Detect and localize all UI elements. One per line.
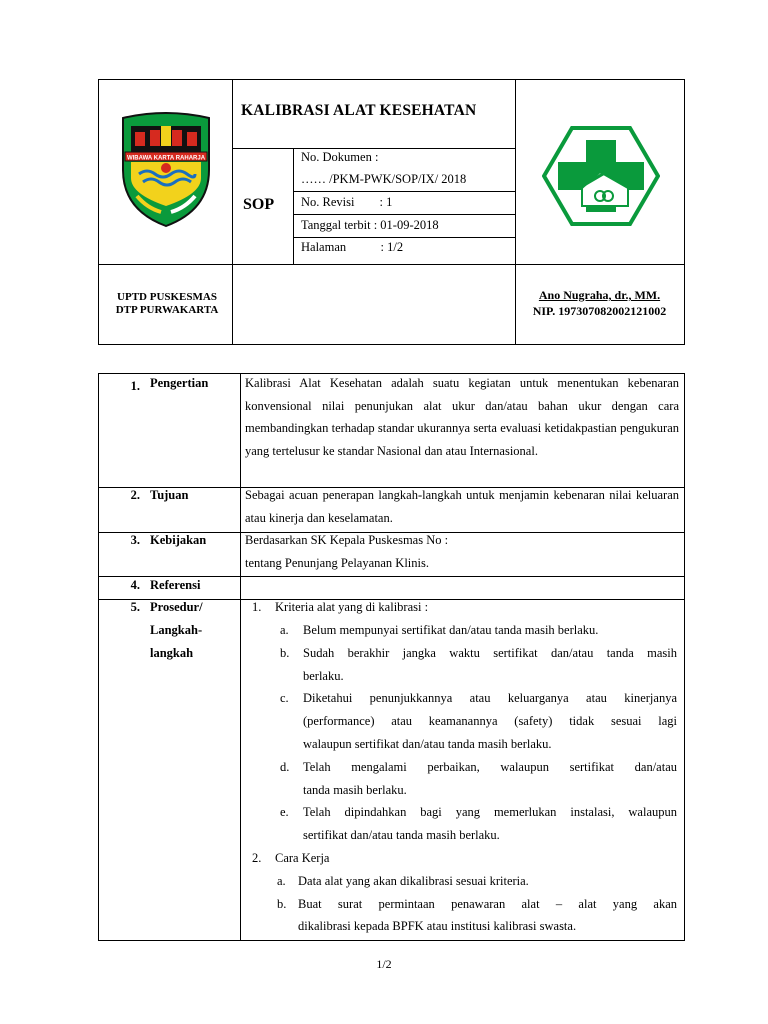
organization-name: UPTD PUSKESMAS DTP PURWAKARTA (115, 291, 219, 316)
header-divider (99, 264, 684, 265)
puskesmas-logo (542, 126, 660, 226)
regency-emblem-logo (117, 112, 215, 230)
item-text: Diketahui penunjukkannya atau keluarganya atau kinerjanya (303, 691, 677, 705)
section-label-prosedur: langkah (150, 646, 194, 660)
issue-date: Tanggal terbit : 01-09-2018 (301, 218, 439, 232)
section-label-tujuan: Tujuan (150, 488, 189, 502)
doc-number-value: …… /PKM-PWK/SOP/IX/ 2018 (301, 172, 467, 186)
header-divider (293, 148, 294, 265)
item-text: (performance) atau keamanannya (safety) tidak sesuai lagi (303, 714, 677, 728)
signer-nip: NIP. 197307082002121002 (532, 304, 667, 318)
step-title: Kriteria alat yang di kalibrasi : (275, 600, 429, 614)
item-text: walaupun sertifikat dan/atau tanda masih berlaku. (303, 737, 552, 751)
section-label-prosedur: Prosedur/ (150, 600, 203, 614)
section-label-referensi: Referensi (150, 578, 201, 592)
page-number: Halaman : 1/2 (301, 240, 404, 254)
item-letter: e. (280, 805, 289, 819)
signer-name: Ano Nugraha, dr., MM. (538, 288, 661, 302)
doc-number-label: No. Dokumen : (301, 150, 379, 164)
revision-number: No. Revisi : 1 (301, 195, 393, 209)
emblem-motto: WIBAWA KARTA RAHARJA (126, 155, 206, 162)
item-text: dikalibrasi kepada BPFK atau institusi kalibrasi swasta. (298, 919, 577, 933)
section-number: 4. (130, 578, 140, 592)
section-text-kebijakan: Berdasarkan SK Kepala Puskesmas No : (245, 533, 449, 547)
section-label-prosedur: Langkah- (150, 623, 203, 637)
item-text: Buat surat permintaan penawaran alat – alat yang akan (298, 897, 677, 911)
sop-content-table (98, 373, 685, 941)
section-number: 3. (130, 533, 140, 547)
section-text-tujuan: Sebagai acuan penerapan langkah-langkah untuk menjamin kebenaran nilai keluaran atau kinerja dan keselamatan. (245, 488, 679, 525)
header-divider (293, 237, 516, 238)
header-divider (515, 80, 516, 345)
header-divider (293, 191, 516, 192)
signer-block (517, 287, 682, 319)
header-divider (232, 80, 233, 345)
section-text-kebijakan: tentang Penunjang Pelayanan Klinis. (245, 556, 429, 570)
item-text: Belum mempunyai sertifikat dan/atau tanda masih berlaku. (303, 623, 599, 637)
section-number: 1. (130, 379, 140, 393)
section-label-pengertian: Pengertian (150, 376, 209, 390)
item-text: Data alat yang akan dikalibrasi sesuai kriteria. (298, 874, 529, 888)
item-text: tanda masih berlaku. (303, 783, 407, 797)
section-number: 2. (130, 488, 140, 502)
section-text-pengertian: Kalibrasi Alat Kesehatan adalah suatu kegiatan untuk menentukan kebenaran konvensional nilai penunjukan alat ukur dan/atau bahan ukur dengan cara membandingkan terhadap standar ukurannya serta evaluasi ketidakpastian pengukuran yang tertelusur ke standar Nasional dan atau Internasional. (245, 376, 679, 458)
item-text: sertifikat dan/atau tanda masih berlaku. (303, 828, 500, 842)
page-footer: 1/2 (376, 957, 392, 971)
item-text: Telah dipindahkan bagi yang memerlukan instalasi, walaupun (303, 805, 677, 819)
step-title: Cara Kerja (275, 851, 330, 865)
item-letter: b. (280, 646, 290, 660)
item-letter: a. (280, 623, 289, 637)
item-text: berlaku. (303, 669, 344, 683)
step-number: 1. (252, 600, 262, 614)
item-letter: a. (277, 874, 286, 888)
step-number: 2. (252, 851, 262, 865)
header-divider (232, 148, 516, 149)
section-label-kebijakan: Kebijakan (150, 533, 207, 547)
item-text: Sudah berakhir jangka waktu sertifikat dan/atau tanda masih (303, 646, 677, 660)
item-letter: c. (280, 691, 289, 705)
item-letter: d. (280, 760, 290, 774)
table-column-divider (240, 374, 241, 940)
header-divider (293, 214, 516, 215)
item-text: Telah mengalami perbaikan, walaupun sertifikat dan/atau (303, 760, 677, 774)
section-number: 5. (130, 600, 140, 614)
document-title: KALIBRASI ALAT KESEHATAN (241, 102, 477, 119)
sop-header-table (98, 79, 685, 345)
item-letter: b. (277, 897, 287, 911)
sop-label: SOP (243, 196, 275, 213)
